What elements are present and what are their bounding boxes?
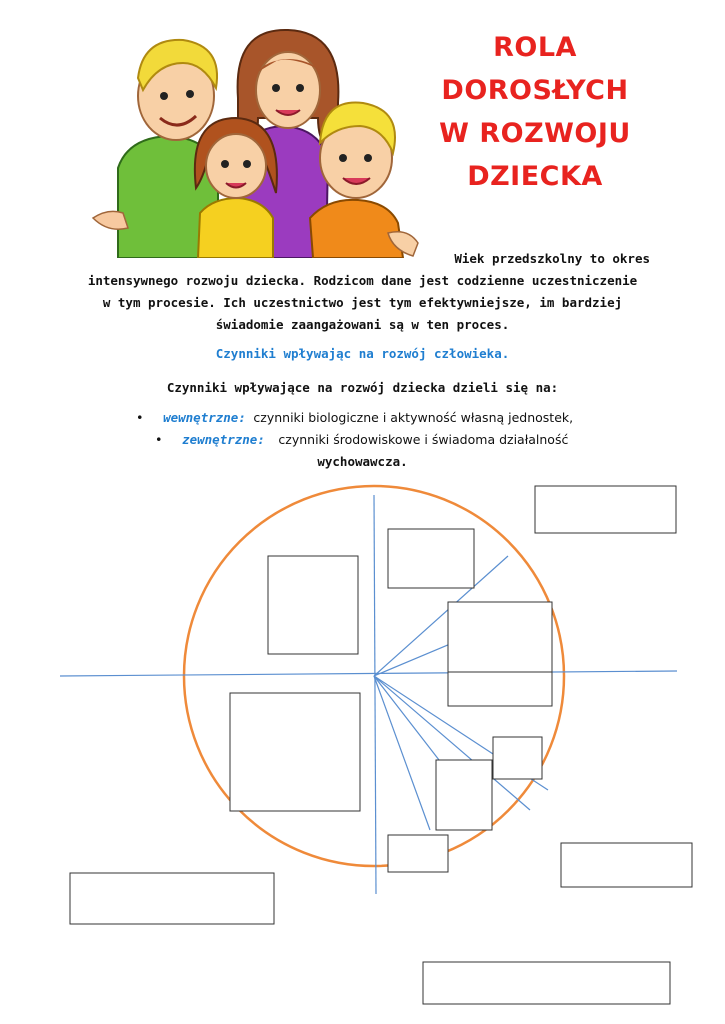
answer-box[interactable] [388,835,448,872]
answer-box[interactable] [423,962,670,1004]
intro-line-2: intensywnego rozwoju dziecka. Rodzicom dane jest codzienne uczestniczenie [87,273,638,288]
intro-line-1: Wiek przedszkolny to okres [454,251,650,266]
title-line-2: DOROSŁYCH [441,75,629,106]
answer-box[interactable] [388,529,474,588]
answer-box[interactable] [493,737,542,779]
answer-box[interactable] [230,693,360,811]
title-line-3: W ROZWOJU [439,118,631,149]
intro-line-3: w tym procesie. Ich uczestnictwo jest tym efektywniejsze, im bardziej [102,295,623,310]
answer-box[interactable] [268,556,358,654]
bullet-continuation: wychowawcza. [317,454,408,469]
horizontal-axis [60,671,677,676]
answer-boxes [70,486,692,1004]
vertical-axis [374,495,376,894]
bullet-item-internal [136,407,696,429]
boy-figure [310,103,418,259]
bullet-item-external [155,429,675,451]
factors-intro: Czynniki wpływające na rozwój dziecka dzieli się na: [166,380,559,395]
answer-box[interactable] [436,760,492,830]
answer-box[interactable] [70,873,274,924]
family-illustration [88,18,423,258]
answer-box[interactable] [448,672,552,706]
title-line-1: ROLA [493,32,577,63]
bullet-text: czynniki środowiskowe i świadoma działalność [278,432,569,447]
subheading: Czynniki wpływając na rozwój człowieka. [215,346,510,361]
bullet-dot-icon: • [136,410,144,425]
factors-diagram [0,470,725,1024]
bullet-keyword: wewnętrzne: [163,410,246,425]
answer-box[interactable] [535,486,676,533]
bullet-keyword: zewnętrzne: [182,432,265,447]
intro-line-4: świadomie zaangażowani są w ten proces. [215,317,510,332]
bullet-dot-icon: • [155,432,163,447]
title-line-4: DZIECKA [467,161,603,192]
bullet-text: czynniki biologiczne i aktywność własną jednostek, [253,410,574,425]
answer-box[interactable] [561,843,692,887]
